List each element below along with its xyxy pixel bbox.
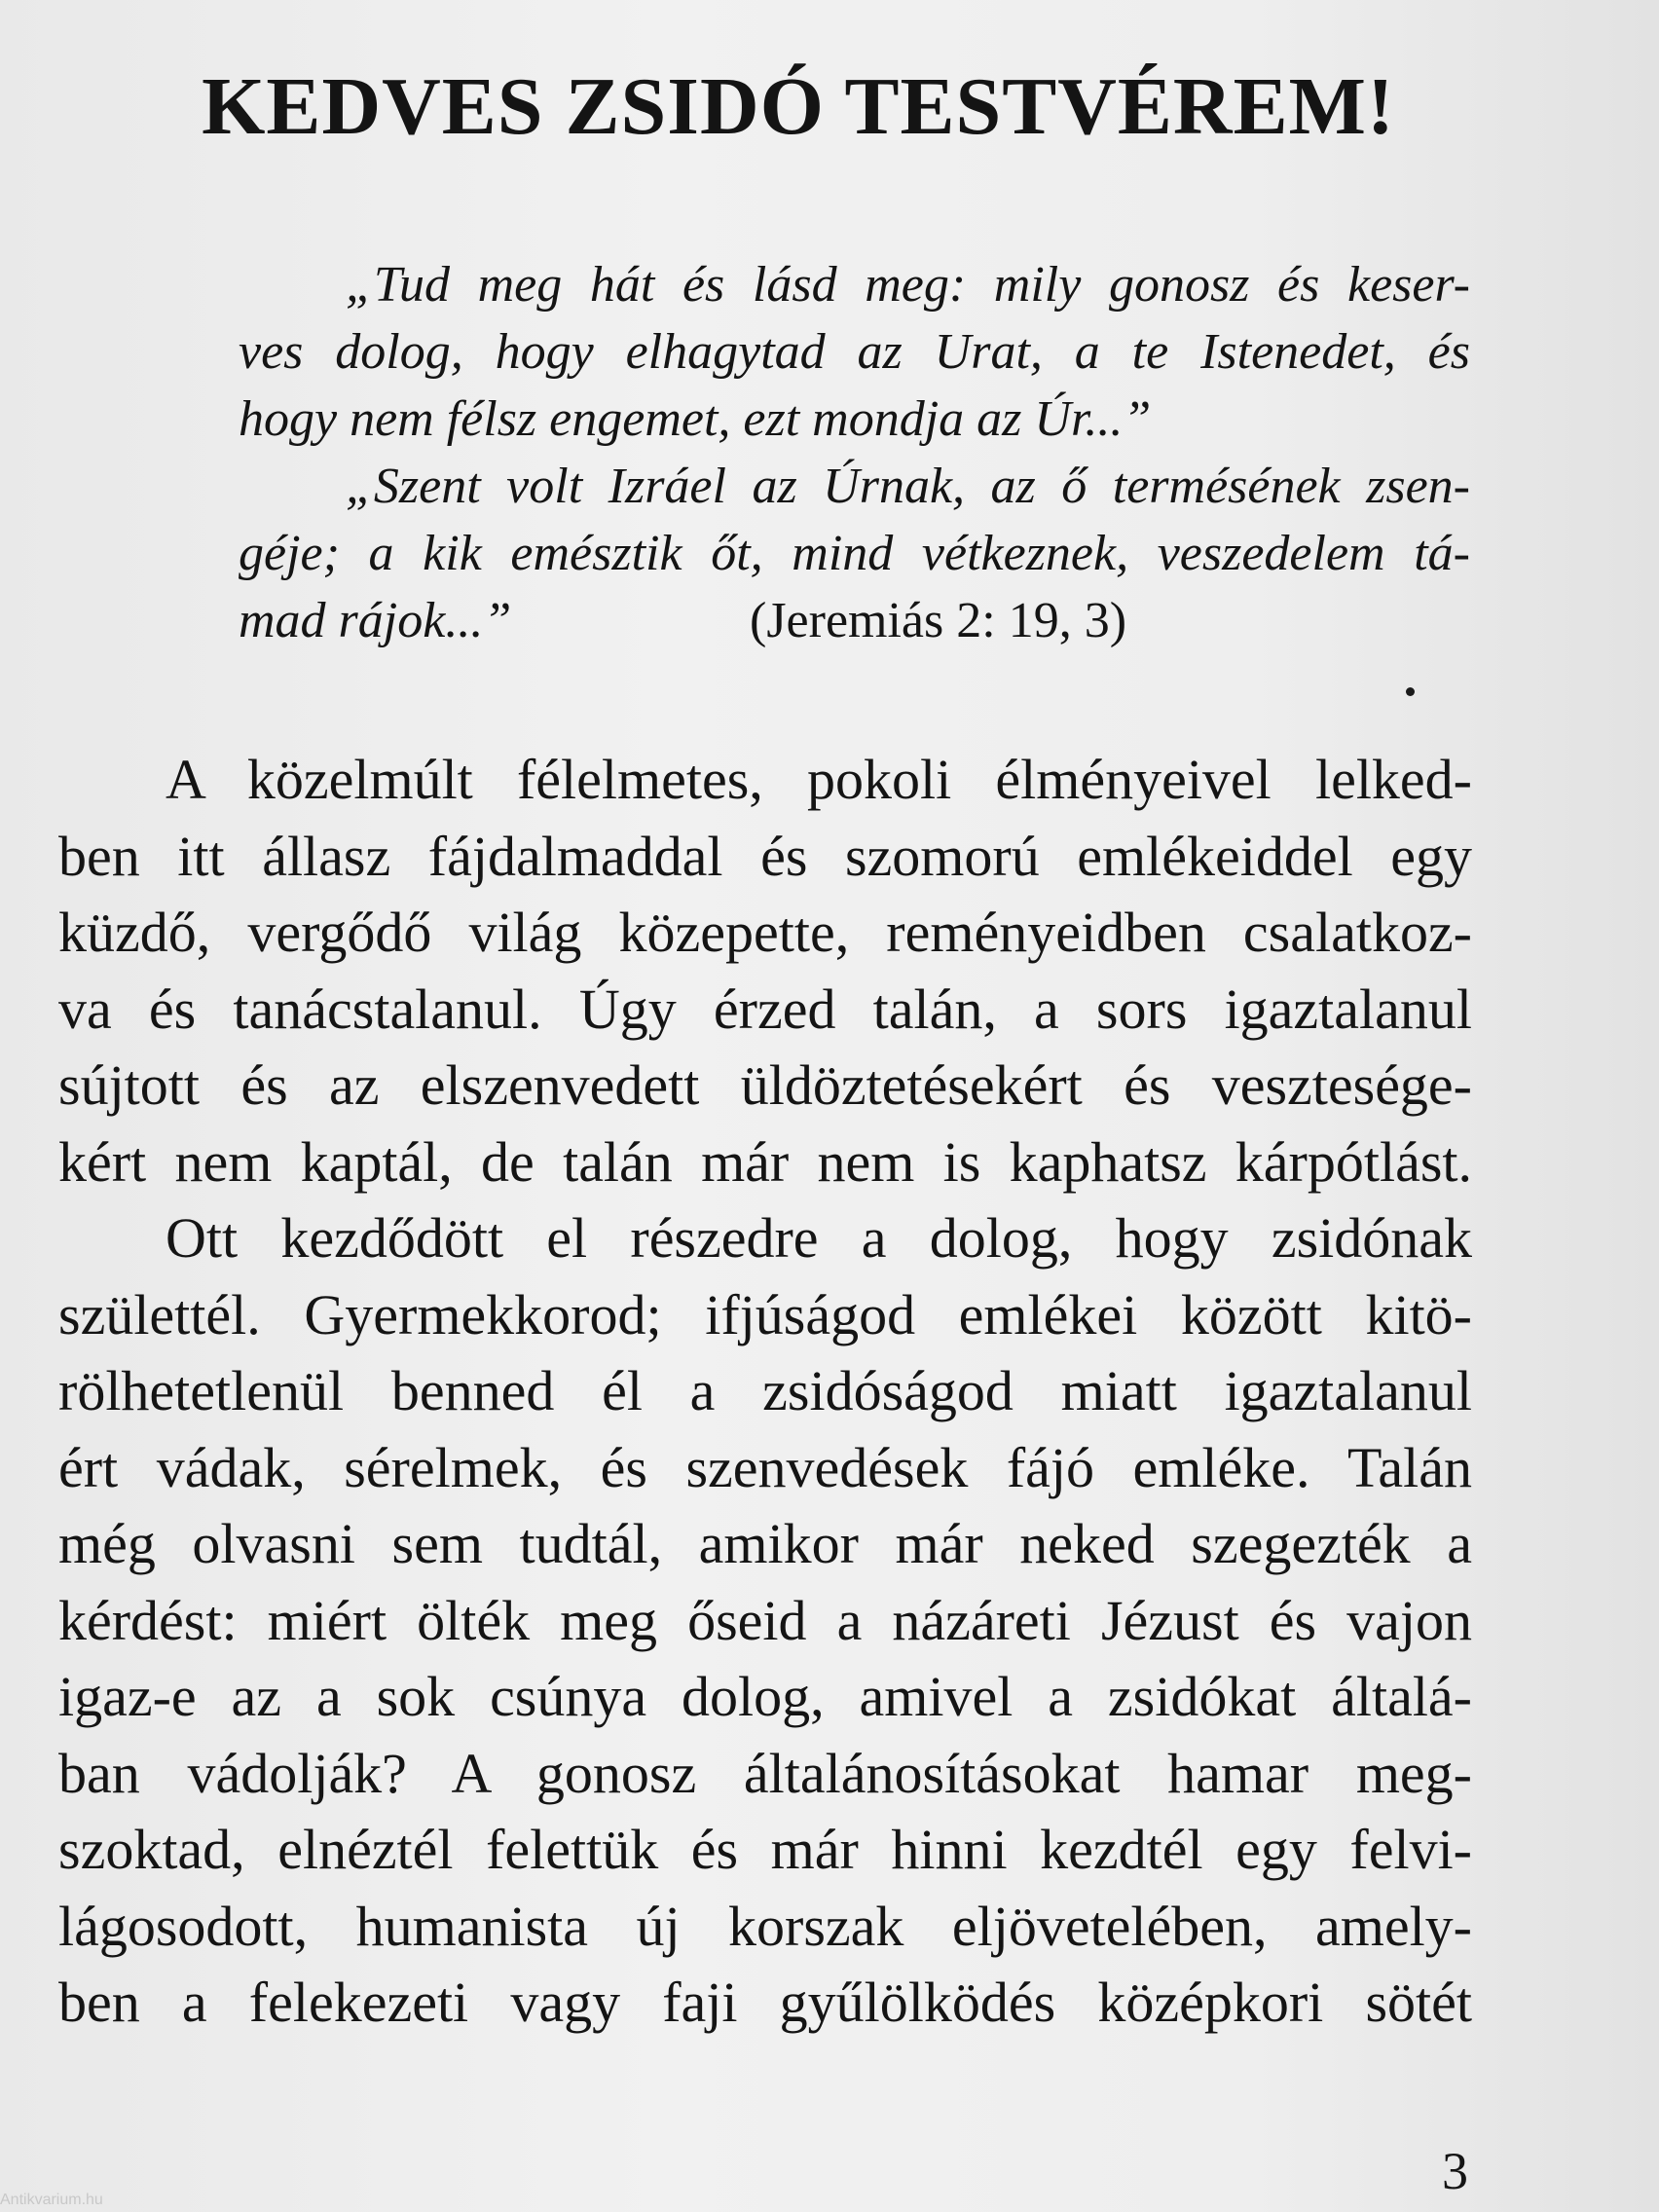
text-line: A közelmúlt félelmetes, pokoli élményeivel lelked-	[166, 748, 1472, 811]
text-line: küzdő, vergődő világ közepette, reményeidben csalatkoz-	[58, 901, 1472, 964]
quote-line: „Tud meg hát és lásd meg: mily gonosz és keser-	[346, 257, 1470, 313]
text-line: még olvasni sem tudtál, amikor már neked szegezték a	[58, 1512, 1472, 1575]
text-line: lágosodott, humanista új korszak eljövetelében, amely-	[58, 1894, 1472, 1958]
text-line: rölhetetlenül benned él a zsidóságod miatt igaztalanul	[58, 1359, 1472, 1422]
quote-line: hogy nem félsz engemet, ezt mondja az Úr...”	[239, 391, 1152, 447]
text-line: Ott kezdődött el részedre a dolog, hogy zsidónak	[166, 1206, 1472, 1270]
bible-quote	[239, 251, 1470, 654]
quote-reference: (Jeremiás 2: 19, 3)	[750, 593, 1127, 648]
text-line: igaz-e az a sok csúnya dolog, amivel a zsidókat általá-	[58, 1665, 1472, 1728]
quote-line-with-reference	[239, 587, 1470, 654]
text-line: kért nem kaptál, de talán már nem is kaphatsz kárpótlást.	[58, 1129, 1472, 1194]
quote-line: „Szent volt Izráel az Úrnak, az ő termésének zsen-	[346, 459, 1470, 514]
watermark: Antikvarium.hu	[0, 2192, 103, 2208]
body-text	[58, 742, 1472, 2042]
text-line: ért vádak, sérelmek, és szenvedések fájó emléke. Talán	[58, 1435, 1472, 1499]
quote-line: géje; a kik emésztik őt, mind vétkeznek, veszedelem tá-	[239, 526, 1470, 581]
quote-line: mad rájok...”	[239, 593, 512, 648]
text-line: va és tanácstalanul. Úgy érzed talán, a sors igaztalanul	[58, 977, 1472, 1041]
page-number: 3	[1442, 2142, 1468, 2200]
quote-line: ves dolog, hogy elhagytad az Urat, a te Istenedet, és	[239, 324, 1470, 380]
text-line: ben itt állasz fájdalmaddal és szomorú emlékeiddel egy	[58, 824, 1472, 888]
text-line: szoktad, elnéztél felettük és már hinni kezdtél egy felvi-	[58, 1818, 1472, 1881]
text-line: sújtott és az elszenvedett üldöztetésekért és vesztesége-	[58, 1053, 1472, 1117]
page-heading: KEDVES ZSIDÓ TESTVÉREM!	[202, 61, 1395, 152]
text-line: ben a felekezeti vagy faji gyűlölködés középkori sötét	[58, 1971, 1472, 2034]
print-speck	[1406, 687, 1415, 696]
text-line: ban vádolják? A gonosz általánosításokat hamar meg-	[58, 1741, 1472, 1805]
text-line: születtél. Gyermekkorod; ifjúságod emlékei között kitö-	[58, 1282, 1472, 1346]
text-line: kérdést: miért ölték meg őseid a názáreti Jézust és vajon	[58, 1588, 1472, 1652]
